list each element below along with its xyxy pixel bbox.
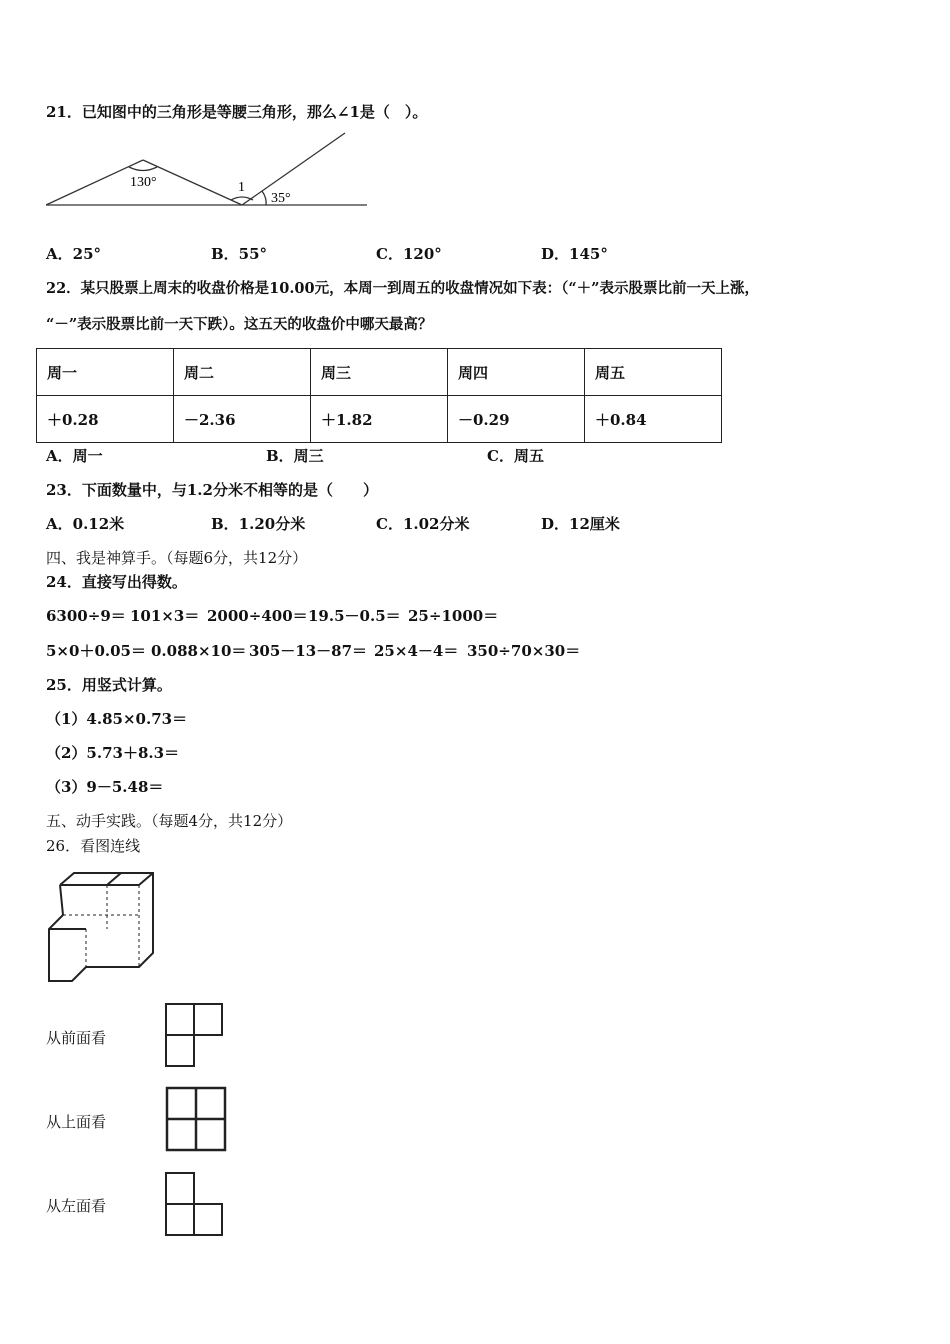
q21-option-a[interactable]: A．25° <box>46 245 102 263</box>
q21-option-d[interactable]: D．145° <box>541 245 608 263</box>
q24-expr: 101×3＝ <box>130 607 200 625</box>
q23-option-c[interactable]: C．1.02分米 <box>376 515 470 533</box>
value-cell: ＋1.82 <box>311 396 448 443</box>
q22-option-c[interactable]: C．周五 <box>487 447 544 465</box>
angle-35-label: 35° <box>271 191 291 206</box>
q25-item: （1）4.85×0.73＝ <box>46 710 188 728</box>
q24-expr: 25÷1000＝ <box>408 607 499 625</box>
q24-expr: 25×4－4＝ <box>374 642 459 660</box>
q25-question: 25．用竖式计算。 <box>46 676 172 694</box>
header-cell: 周一 <box>37 349 174 396</box>
view-label-left: 从左面看 <box>46 1197 107 1215</box>
table-row <box>37 396 722 443</box>
section-5-heading: 五、动手实践。（每题4分，共12分） <box>46 812 293 830</box>
q21-angle-figure <box>40 128 380 218</box>
q24-expr: 5×0＋0.05＝ <box>46 642 146 660</box>
header-cell: 周二 <box>174 349 311 396</box>
value-cell: －2.36 <box>174 396 311 443</box>
cube-solid-figure <box>46 870 158 985</box>
q21-option-c[interactable]: C．120° <box>376 245 442 263</box>
q22-option-a[interactable]: A．周一 <box>46 447 103 465</box>
q22-option-b[interactable]: B．周三 <box>266 447 324 465</box>
q24-expr: 350÷70×30＝ <box>467 642 581 660</box>
apex-angle-label: 130° <box>130 175 157 190</box>
q23-option-b[interactable]: B．1.20分米 <box>211 515 306 533</box>
header-cell: 周三 <box>311 349 448 396</box>
q21-question: 21．已知图中的三角形是等腰三角形，那么∠1是（ ）。 <box>46 103 428 121</box>
q24-expr: 2000÷400＝ <box>207 607 308 625</box>
q25-item: （2）5.73＋8.3＝ <box>46 744 180 762</box>
q24-expr: 19.5－0.5＝ <box>308 607 401 625</box>
view-label-front: 从前面看 <box>46 1029 107 1047</box>
stock-table <box>36 348 722 443</box>
header-cell: 周四 <box>448 349 585 396</box>
q25-item: （3）9－5.48＝ <box>46 778 164 796</box>
front-view-figure[interactable] <box>164 1002 224 1068</box>
top-view-figure[interactable] <box>165 1086 227 1152</box>
q22-line2: “－”表示股票比前一天下跌）。这五天的收盘价中哪天最高？ <box>46 316 433 333</box>
table-header-row <box>37 349 722 396</box>
q26-question: 26．看图连线 <box>46 837 141 855</box>
q24-expr: 0.088×10＝ <box>151 642 247 660</box>
q23-option-d[interactable]: D．12厘米 <box>541 515 620 533</box>
view-label-top: 从上面看 <box>46 1113 107 1131</box>
q24-expr: 6300÷9＝ <box>46 607 126 625</box>
q24-question: 24．直接写出得数。 <box>46 573 187 591</box>
header-cell: 周五 <box>585 349 722 396</box>
left-view-figure[interactable] <box>164 1171 224 1237</box>
q23-option-a[interactable]: A．0.12米 <box>46 515 125 533</box>
value-cell: ＋0.84 <box>585 396 722 443</box>
angle-1-label: 1 <box>238 180 245 195</box>
value-cell: ＋0.28 <box>37 396 174 443</box>
value-cell: －0.29 <box>448 396 585 443</box>
q22-line1: 22．某只股票上周末的收盘价格是10.00元，本周一到周五的收盘情况如下表：（“＋”表示股票比前一天上涨， <box>46 280 760 297</box>
q21-option-b[interactable]: B．55° <box>211 245 268 263</box>
q23-question: 23．下面数量中，与1.2分米不相等的是（ ） <box>46 481 378 499</box>
q24-expr: 305－13－87＝ <box>249 642 368 660</box>
section-4-heading: 四、我是神算手。（每题6分，共12分） <box>46 549 308 567</box>
